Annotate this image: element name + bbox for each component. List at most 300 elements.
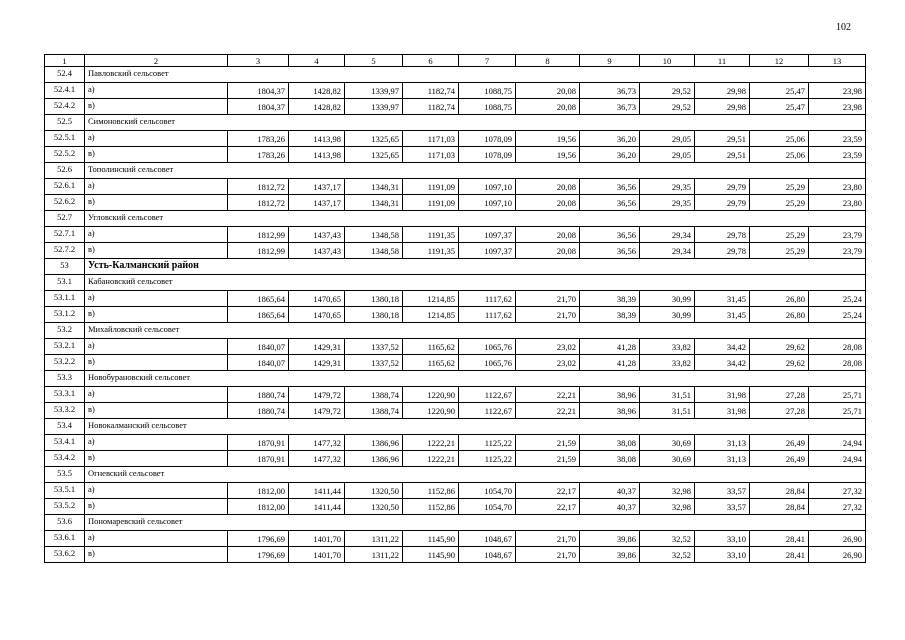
table-cell: 24,94 — [809, 451, 866, 467]
column-number-header: 3 — [228, 55, 289, 67]
settlement-name: Симоновский сельсовет — [85, 115, 866, 131]
table-cell: 1078,09 — [459, 147, 516, 163]
table-cell: 1477,32 — [289, 435, 345, 451]
table-row — [45, 483, 866, 499]
table-cell: 1054,70 — [459, 483, 516, 499]
table-cell: 31,13 — [695, 451, 750, 467]
table-cell: 1411,44 — [289, 483, 345, 499]
row-label: в) — [85, 307, 228, 323]
table-cell: 19,56 — [516, 131, 580, 147]
table-cell: 23,80 — [809, 179, 866, 195]
settlement-name: Павловский сельсовет — [85, 67, 866, 83]
table-cell: 36,73 — [580, 83, 640, 99]
table-cell: 1380,18 — [345, 307, 403, 323]
row-label: а) — [85, 531, 228, 547]
table-cell: 29,52 — [640, 99, 695, 115]
table-row — [45, 307, 866, 323]
section-row — [45, 67, 866, 83]
row-label: в) — [85, 547, 228, 563]
table-cell: 41,28 — [580, 339, 640, 355]
table-cell: 1048,67 — [459, 547, 516, 563]
table-cell: 23,80 — [809, 195, 866, 211]
table-cell: 26,49 — [750, 451, 809, 467]
table-cell: 1479,72 — [289, 403, 345, 419]
table-row — [45, 531, 866, 547]
table-row — [45, 179, 866, 195]
table-cell: 1065,76 — [459, 355, 516, 371]
table-cell: 1325,65 — [345, 131, 403, 147]
table-cell: 1812,72 — [228, 179, 289, 195]
table-row — [45, 99, 866, 115]
table-cell: 1870,91 — [228, 451, 289, 467]
table-cell: 1339,97 — [345, 83, 403, 99]
section-row — [45, 467, 866, 483]
table-cell: 30,99 — [640, 307, 695, 323]
table-cell: 1348,31 — [345, 195, 403, 211]
table-cell: 29,51 — [695, 147, 750, 163]
column-number-header: 10 — [640, 55, 695, 67]
table-cell: 31,98 — [695, 387, 750, 403]
table-cell: 23,59 — [809, 131, 866, 147]
table-cell: 29,05 — [640, 131, 695, 147]
table-cell: 25,29 — [750, 179, 809, 195]
table-cell: 30,69 — [640, 451, 695, 467]
section-row — [45, 275, 866, 291]
table-cell: 27,32 — [809, 483, 866, 499]
table-row — [45, 451, 866, 467]
table-cell: 1840,07 — [228, 339, 289, 355]
table-cell: 38,96 — [580, 387, 640, 403]
table-cell: 32,98 — [640, 499, 695, 515]
table-cell: 21,70 — [516, 291, 580, 307]
table-cell: 1065,76 — [459, 339, 516, 355]
table-cell: 1182,74 — [403, 99, 459, 115]
column-number-header: 2 — [85, 55, 228, 67]
table-cell: 28,41 — [750, 531, 809, 547]
table-cell: 1222,21 — [403, 451, 459, 467]
row-code: 52.7 — [45, 211, 85, 227]
table-cell: 20,08 — [516, 99, 580, 115]
table-cell: 1428,82 — [289, 83, 345, 99]
table-cell: 25,29 — [750, 195, 809, 211]
table-cell: 21,59 — [516, 451, 580, 467]
header-row — [45, 55, 866, 67]
table-cell: 1337,52 — [345, 355, 403, 371]
table-cell: 23,79 — [809, 227, 866, 243]
column-number-header: 11 — [695, 55, 750, 67]
row-code: 52.4.2 — [45, 99, 85, 115]
table-cell: 32,52 — [640, 547, 695, 563]
table-cell: 38,39 — [580, 307, 640, 323]
table-cell: 1191,35 — [403, 227, 459, 243]
table-cell: 28,41 — [750, 547, 809, 563]
table-cell: 30,69 — [640, 435, 695, 451]
table-cell: 26,49 — [750, 435, 809, 451]
table-cell: 1222,21 — [403, 435, 459, 451]
table-cell: 1796,69 — [228, 531, 289, 547]
table-cell: 1796,69 — [228, 547, 289, 563]
table-row — [45, 83, 866, 99]
table-cell: 1870,91 — [228, 435, 289, 451]
table-cell: 36,20 — [580, 147, 640, 163]
table-cell: 23,98 — [809, 83, 866, 99]
table-cell: 1152,86 — [403, 483, 459, 499]
column-number-header: 12 — [750, 55, 809, 67]
table-cell: 1171,03 — [403, 131, 459, 147]
row-code: 53.6.2 — [45, 547, 85, 563]
column-number-header: 8 — [516, 55, 580, 67]
table-cell: 1214,85 — [403, 291, 459, 307]
table-cell: 31,51 — [640, 403, 695, 419]
table-cell: 25,29 — [750, 227, 809, 243]
table-cell: 1311,22 — [345, 547, 403, 563]
table-cell: 1386,96 — [345, 451, 403, 467]
row-code: 52.6 — [45, 163, 85, 179]
table-cell: 36,56 — [580, 195, 640, 211]
row-label: а) — [85, 131, 228, 147]
section-row — [45, 323, 866, 339]
table-cell: 40,37 — [580, 483, 640, 499]
district-row — [45, 259, 866, 275]
settlement-name: Пономаревский сельсовет — [85, 515, 866, 531]
table-cell: 1812,00 — [228, 499, 289, 515]
table-cell: 29,98 — [695, 99, 750, 115]
table-cell: 22,21 — [516, 403, 580, 419]
table-cell: 1428,82 — [289, 99, 345, 115]
table-cell: 1401,70 — [289, 547, 345, 563]
table-cell: 1165,62 — [403, 355, 459, 371]
table-cell: 1125,22 — [459, 435, 516, 451]
row-code: 53.5.2 — [45, 499, 85, 515]
table-cell: 19,56 — [516, 147, 580, 163]
row-code: 53.2.2 — [45, 355, 85, 371]
settlement-name: Михайловский сельсовет — [85, 323, 866, 339]
row-code: 53.2 — [45, 323, 85, 339]
row-code: 52.4 — [45, 67, 85, 83]
row-label: в) — [85, 195, 228, 211]
table-cell: 31,13 — [695, 435, 750, 451]
section-row — [45, 211, 866, 227]
table-cell: 39,86 — [580, 547, 640, 563]
row-code: 53.6 — [45, 515, 85, 531]
table-cell: 1865,64 — [228, 291, 289, 307]
table-cell: 21,59 — [516, 435, 580, 451]
table-cell: 29,51 — [695, 131, 750, 147]
row-code: 53 — [45, 259, 85, 275]
table-cell: 1437,17 — [289, 195, 345, 211]
table-row — [45, 435, 866, 451]
table-cell: 40,37 — [580, 499, 640, 515]
row-code: 53.1.2 — [45, 307, 85, 323]
district-name: Усть-Калманский район — [85, 259, 866, 275]
section-row — [45, 371, 866, 387]
section-row — [45, 419, 866, 435]
table-cell: 1429,31 — [289, 339, 345, 355]
table-cell: 25,24 — [809, 291, 866, 307]
table-cell: 1220,90 — [403, 403, 459, 419]
table-row — [45, 131, 866, 147]
row-label: а) — [85, 291, 228, 307]
row-label: в) — [85, 99, 228, 115]
table-cell: 36,56 — [580, 243, 640, 259]
table-cell: 22,17 — [516, 483, 580, 499]
table-cell: 20,08 — [516, 83, 580, 99]
table-cell: 1479,72 — [289, 387, 345, 403]
table-row — [45, 147, 866, 163]
table-cell: 1097,37 — [459, 227, 516, 243]
row-label: а) — [85, 483, 228, 499]
table-cell: 1437,17 — [289, 179, 345, 195]
table-cell: 23,02 — [516, 355, 580, 371]
table-cell: 1117,62 — [459, 291, 516, 307]
table-cell: 1214,85 — [403, 307, 459, 323]
table-cell: 36,56 — [580, 179, 640, 195]
table-row — [45, 547, 866, 563]
table-cell: 25,06 — [750, 131, 809, 147]
table-cell: 21,70 — [516, 307, 580, 323]
row-code: 52.7.2 — [45, 243, 85, 259]
table-cell: 33,57 — [695, 499, 750, 515]
table-cell: 1437,43 — [289, 243, 345, 259]
table-cell: 1348,58 — [345, 227, 403, 243]
table-cell: 1191,09 — [403, 195, 459, 211]
row-label: в) — [85, 355, 228, 371]
table-cell: 31,51 — [640, 387, 695, 403]
table-cell: 1477,32 — [289, 451, 345, 467]
table-cell: 28,08 — [809, 355, 866, 371]
table-cell: 33,82 — [640, 355, 695, 371]
table-cell: 1054,70 — [459, 499, 516, 515]
table-cell: 38,96 — [580, 403, 640, 419]
table-cell: 1048,67 — [459, 531, 516, 547]
table-cell: 39,86 — [580, 531, 640, 547]
table-cell: 1783,26 — [228, 131, 289, 147]
table-cell: 30,99 — [640, 291, 695, 307]
row-code: 52.5.1 — [45, 131, 85, 147]
table-cell: 28,08 — [809, 339, 866, 355]
table-cell: 1812,00 — [228, 483, 289, 499]
row-label: в) — [85, 147, 228, 163]
table-cell: 25,29 — [750, 243, 809, 259]
table-cell: 1182,74 — [403, 83, 459, 99]
table-cell: 23,59 — [809, 147, 866, 163]
row-code: 52.5 — [45, 115, 85, 131]
section-row — [45, 163, 866, 179]
table-cell: 1401,70 — [289, 531, 345, 547]
table-cell: 1165,62 — [403, 339, 459, 355]
table-cell: 1470,65 — [289, 307, 345, 323]
row-code: 53.2.1 — [45, 339, 85, 355]
table-row — [45, 195, 866, 211]
table-cell: 1325,65 — [345, 147, 403, 163]
table-cell: 1337,52 — [345, 339, 403, 355]
table-row — [45, 403, 866, 419]
table-cell: 1812,99 — [228, 227, 289, 243]
table-row — [45, 499, 866, 515]
table-cell: 1429,31 — [289, 355, 345, 371]
table-cell: 33,10 — [695, 547, 750, 563]
row-code: 53.4.2 — [45, 451, 85, 467]
table-cell: 1122,67 — [459, 387, 516, 403]
table-cell: 34,42 — [695, 339, 750, 355]
table-cell: 24,94 — [809, 435, 866, 451]
table-cell: 1804,37 — [228, 99, 289, 115]
table-cell: 38,08 — [580, 435, 640, 451]
table-cell: 27,32 — [809, 499, 866, 515]
table-cell: 1865,64 — [228, 307, 289, 323]
table-cell: 1804,37 — [228, 83, 289, 99]
row-code: 53.4.1 — [45, 435, 85, 451]
row-label: а) — [85, 83, 228, 99]
table-cell: 21,70 — [516, 547, 580, 563]
table-cell: 1125,22 — [459, 451, 516, 467]
table-cell: 23,02 — [516, 339, 580, 355]
table-row — [45, 355, 866, 371]
table-cell: 34,42 — [695, 355, 750, 371]
table-cell: 1088,75 — [459, 99, 516, 115]
table-cell: 25,24 — [809, 307, 866, 323]
table-cell: 26,80 — [750, 291, 809, 307]
table-cell: 36,56 — [580, 227, 640, 243]
table-cell: 29,52 — [640, 83, 695, 99]
row-code: 52.6.1 — [45, 179, 85, 195]
tariff-table — [44, 54, 866, 563]
table-cell: 29,35 — [640, 179, 695, 195]
settlement-name: Тополинский сельсовет — [85, 163, 866, 179]
table-cell: 1088,75 — [459, 83, 516, 99]
table-cell: 29,35 — [640, 195, 695, 211]
table-cell: 41,28 — [580, 355, 640, 371]
column-number-header: 9 — [580, 55, 640, 67]
table-cell: 1171,03 — [403, 147, 459, 163]
table-cell: 25,47 — [750, 83, 809, 99]
table-cell: 27,28 — [750, 387, 809, 403]
table-cell: 20,08 — [516, 195, 580, 211]
row-code: 53.5.1 — [45, 483, 85, 499]
table-cell: 29,62 — [750, 339, 809, 355]
table-cell: 20,08 — [516, 227, 580, 243]
row-code: 53.4 — [45, 419, 85, 435]
settlement-name: Новобурановский сельсовет — [85, 371, 866, 387]
table-cell: 25,71 — [809, 387, 866, 403]
table-cell: 1380,18 — [345, 291, 403, 307]
table-cell: 29,34 — [640, 243, 695, 259]
column-number-header: 13 — [809, 55, 866, 67]
table-cell: 1339,97 — [345, 99, 403, 115]
table-cell: 26,90 — [809, 531, 866, 547]
row-code: 53.6.1 — [45, 531, 85, 547]
page-number: 102 — [836, 22, 851, 33]
section-row — [45, 115, 866, 131]
table-body — [45, 55, 866, 563]
row-label: а) — [85, 339, 228, 355]
table-cell: 27,28 — [750, 403, 809, 419]
row-label: а) — [85, 387, 228, 403]
table-cell: 1117,62 — [459, 307, 516, 323]
table-cell: 22,21 — [516, 387, 580, 403]
table-cell: 1145,90 — [403, 547, 459, 563]
table-cell: 25,71 — [809, 403, 866, 419]
table-cell: 1812,99 — [228, 243, 289, 259]
table-cell: 1145,90 — [403, 531, 459, 547]
table-cell: 38,08 — [580, 451, 640, 467]
table-cell: 1320,50 — [345, 499, 403, 515]
table-cell: 1097,10 — [459, 195, 516, 211]
settlement-name: Новокалманский сельсовет — [85, 419, 866, 435]
table-cell: 1388,74 — [345, 387, 403, 403]
table-cell: 1348,58 — [345, 243, 403, 259]
table-cell: 28,84 — [750, 499, 809, 515]
settlement-name: Огневский сельсовет — [85, 467, 866, 483]
table-cell: 1437,43 — [289, 227, 345, 243]
table-cell: 31,45 — [695, 291, 750, 307]
table-cell: 29,79 — [695, 195, 750, 211]
table-cell: 29,78 — [695, 243, 750, 259]
table-cell: 36,73 — [580, 99, 640, 115]
table-cell: 21,70 — [516, 531, 580, 547]
table-cell: 25,06 — [750, 147, 809, 163]
table-cell: 1220,90 — [403, 387, 459, 403]
row-code: 53.3.2 — [45, 403, 85, 419]
table-cell: 1470,65 — [289, 291, 345, 307]
table-cell: 1812,72 — [228, 195, 289, 211]
table-cell: 1320,50 — [345, 483, 403, 499]
table-cell: 1348,31 — [345, 179, 403, 195]
table-row — [45, 227, 866, 243]
row-code: 53.1 — [45, 275, 85, 291]
table-cell: 1840,07 — [228, 355, 289, 371]
table-row — [45, 387, 866, 403]
settlement-name: Угловский сельсовет — [85, 211, 866, 227]
table-cell: 1078,09 — [459, 131, 516, 147]
table-cell: 33,57 — [695, 483, 750, 499]
table-cell: 1880,74 — [228, 387, 289, 403]
table-cell: 23,79 — [809, 243, 866, 259]
row-label: в) — [85, 451, 228, 467]
row-code: 52.5.2 — [45, 147, 85, 163]
column-number-header: 1 — [45, 55, 85, 67]
table-cell: 32,98 — [640, 483, 695, 499]
row-code: 53.3.1 — [45, 387, 85, 403]
table-cell: 25,47 — [750, 99, 809, 115]
settlement-name: Кабановский сельсовет — [85, 275, 866, 291]
table-cell: 32,52 — [640, 531, 695, 547]
table-cell: 1152,86 — [403, 499, 459, 515]
table-cell: 31,45 — [695, 307, 750, 323]
table-cell: 1388,74 — [345, 403, 403, 419]
table-cell: 29,78 — [695, 227, 750, 243]
table-cell: 1411,44 — [289, 499, 345, 515]
table-cell: 20,08 — [516, 179, 580, 195]
table-cell: 22,17 — [516, 499, 580, 515]
table-cell: 29,62 — [750, 355, 809, 371]
column-number-header: 5 — [345, 55, 403, 67]
table-cell: 29,34 — [640, 227, 695, 243]
column-number-header: 7 — [459, 55, 516, 67]
table-cell: 33,82 — [640, 339, 695, 355]
row-label: а) — [85, 179, 228, 195]
row-label: в) — [85, 499, 228, 515]
row-code: 53.1.1 — [45, 291, 85, 307]
table-cell: 1191,35 — [403, 243, 459, 259]
table-cell: 1191,09 — [403, 179, 459, 195]
table-cell: 1311,22 — [345, 531, 403, 547]
table-row — [45, 243, 866, 259]
table-cell: 20,08 — [516, 243, 580, 259]
table-cell: 33,10 — [695, 531, 750, 547]
table-row — [45, 339, 866, 355]
table-cell: 29,79 — [695, 179, 750, 195]
